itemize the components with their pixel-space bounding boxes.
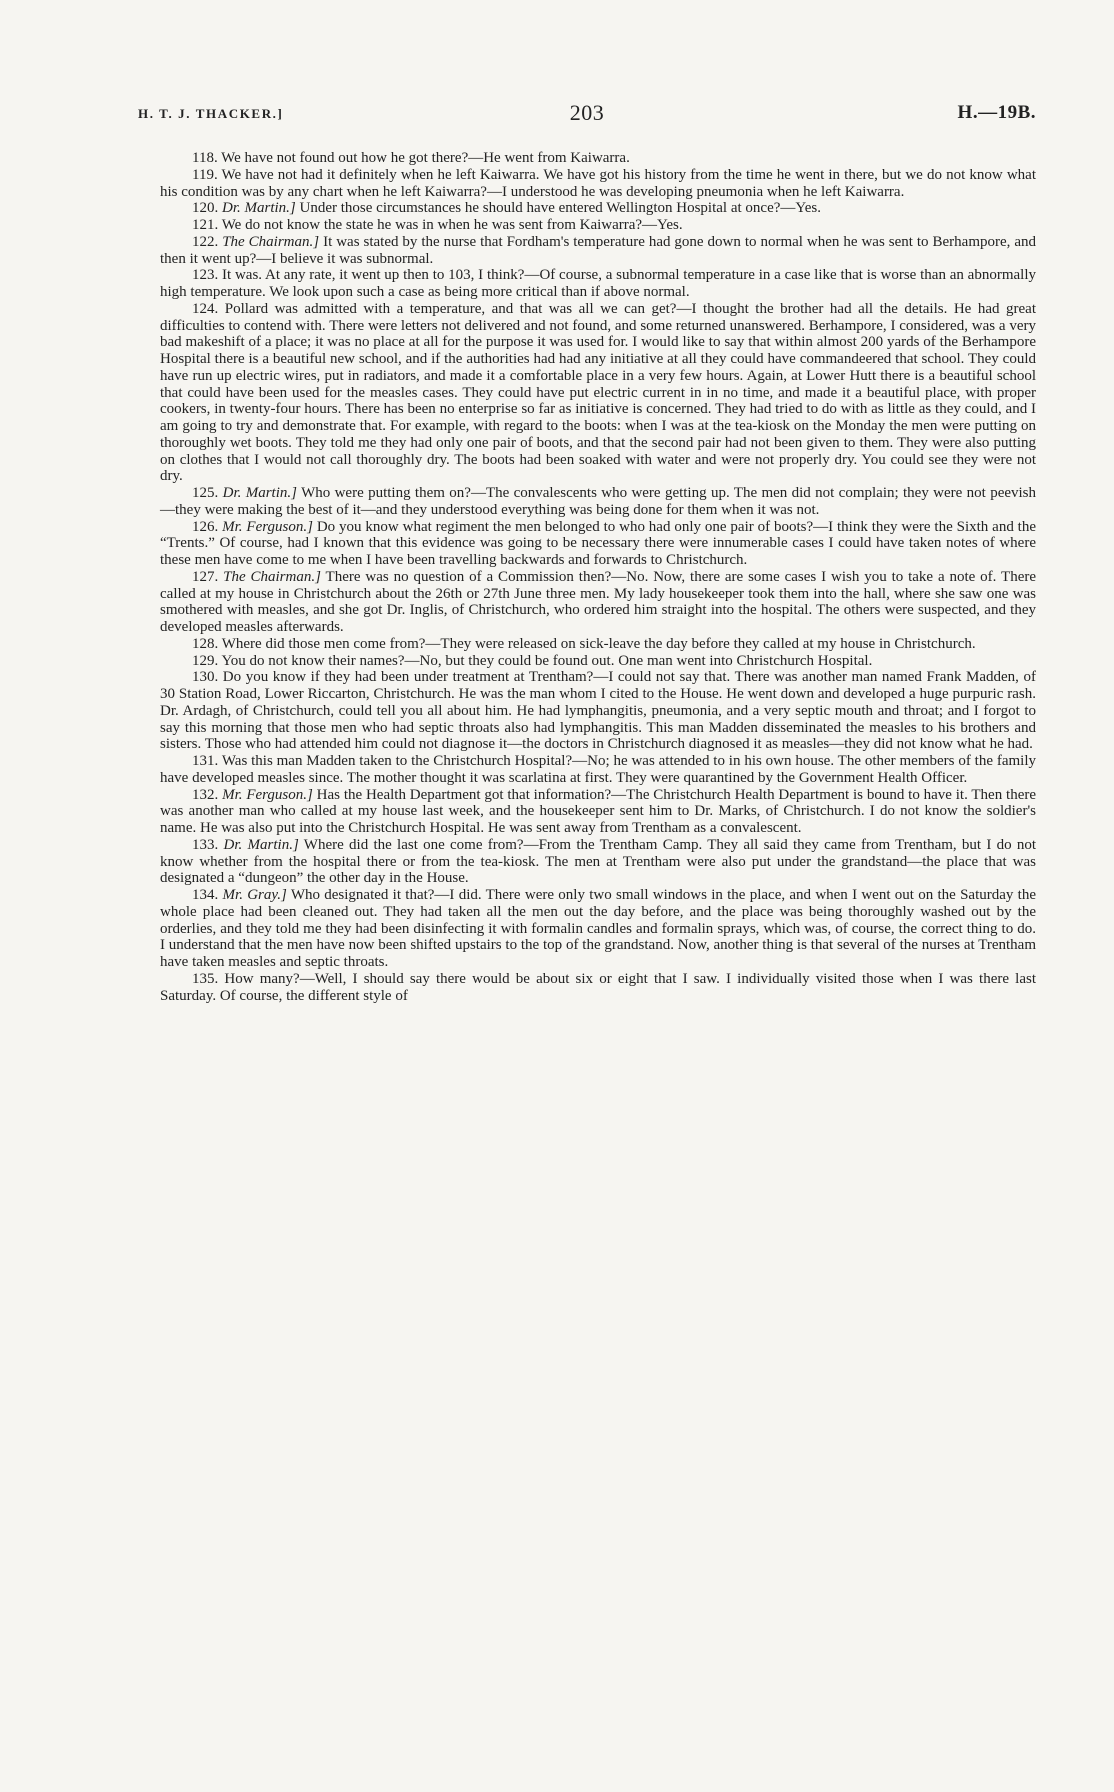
page-header xyxy=(138,100,1036,130)
question-number: 134. xyxy=(192,887,219,903)
transcript-paragraph xyxy=(160,200,1036,217)
paragraph-text: Under those circumstances he should have entered Wellington Hospital at once?—Yes. xyxy=(299,200,821,217)
paragraph-text: 130. Do you know if they had been under treatment at Trentham?—I could not say that. There was another man named Frank Madden, of 30 Station Road, Lower Riccarton, Christchurch. He was the man whom I cited to the House. He went down and developed a huge purpuric rash. Dr. Ardagh, of Christchurch, could tell you all about him. He had lymphangitis, pneumonia, and a very septic mouth and throat; and I forgot to say this morning that those men who had septic throats also had lymphangitis. This man Madden disseminated the measles to his brothers and sisters. Those who had attended him could not diagnose it—the doctors in Christchurch diagnosed it as measles—they did not know what he had. xyxy=(160,669,1036,753)
question-number: 120. xyxy=(192,200,219,217)
page-number: 203 xyxy=(569,100,605,125)
transcript-paragraph xyxy=(160,150,1036,167)
transcript-paragraph xyxy=(160,569,1036,636)
transcript-paragraph xyxy=(160,753,1036,787)
transcript-paragraph xyxy=(160,669,1036,753)
question-number: 133. xyxy=(192,836,219,853)
paragraph-text: Has the Health Department got that information?—The Christchurch Health Department is bound to have it. Then there was another man who called at my house last week, and the housekeeper sent him to Dr. Marks, of Christchurch. I do not know the soldier's name. He was also put into the Christchurch Hospital. He was sent away from Trentham as a convalescent. xyxy=(160,786,1037,836)
witness-name: H. T. J. THACKER.] xyxy=(138,106,284,121)
question-number: 126. xyxy=(192,518,219,535)
transcript-paragraph xyxy=(160,519,1036,569)
transcript-paragraph xyxy=(160,636,1036,653)
question-number: 125. xyxy=(192,485,219,501)
speaker-name: Dr. Martin.] xyxy=(222,485,297,501)
transcript-paragraph xyxy=(160,485,1036,519)
transcript-paragraph xyxy=(160,167,1036,201)
transcript-paragraph xyxy=(160,653,1036,670)
speaker-name: Mr. Gray.] xyxy=(222,887,287,903)
question-number: 122. xyxy=(192,233,219,250)
paragraph-text: 131. Was this man Madden taken to the Christchurch Hospital?—No; he was attended to in his own house. The other members of the family have developed measles since. The mother thought it was scarlatina at first. They were quarantined by the Government Health Officer. xyxy=(160,753,1036,786)
paragraph-text: Do you know what regiment the men belonged to who had only one pair of boots?—I think they were the Sixth and the “Trents.” Of course, had I known that this evidence was going to be necessary there were innumerable cases I could have taken notes of where these men have come to me when I have been travelling backwards and forwards to Christchurch. xyxy=(160,518,1037,568)
transcript-paragraph xyxy=(160,887,1036,971)
paragraph-text: 123. It was. At any rate, it went up then to 103, I think?—Of course, a subnormal temperature in a case like that is worse than an abnormally high temperature. We look upon such a case as being more critical than if above normal. xyxy=(160,267,1036,300)
speaker-name: Dr. Martin.] xyxy=(222,200,296,217)
transcript-paragraph xyxy=(160,234,1036,268)
paragraph-text: 129. You do not know their names?—No, but they could be found out. One man went into Christchurch Hospital. xyxy=(192,652,873,669)
paragraph-text: Where did the last one come from?—From the Trentham Camp. They all said they came from Trentham, but I do not know whether from the hospital there or from the tea-kiosk. The men at Trentham were also put under the grandstand—the place that was designated a “dungeon” the other day in the House. xyxy=(160,836,1037,887)
transcript-paragraph xyxy=(160,787,1036,837)
transcript-body xyxy=(160,150,1036,1004)
paragraph-text: 121. We do not know the state he was in when he was sent from Kaiwarra?—Yes. xyxy=(192,217,683,233)
transcript-paragraph xyxy=(160,267,1036,301)
transcript-paragraph xyxy=(160,837,1036,887)
paragraph-text: 118. We have not found out how he got there?—He went from Kaiwarra. xyxy=(192,150,630,166)
paragraph-text: It was stated by the nurse that Fordham's temperature had gone down to normal when he was sent to Berhampore, and then it went up?—I believe it was subnormal. xyxy=(160,233,1037,267)
paragraph-text: Who were putting them on?—The convalescents who were getting up. The men did not complain; they were not peevish—they were making the best of it—and they understood everything was being done for them when it was not. xyxy=(160,485,1037,518)
paragraph-text: There was no question of a Commission then?—No. Now, there are some cases I wish you to take a note of. There called at my house in Christchurch about the 26th or 27th June three men. My lady housekeeper took them into the hall, where she saw one was smothered with measles, and she got Dr. Inglis, of Christchurch, who ordered him straight into the hospital. The others were suspected, and they developed measles afterwards. xyxy=(160,568,1037,635)
question-number: 132. xyxy=(192,786,219,803)
paragraph-text: Who designated it that?—I did. There were only two small windows in the place, and when I went out on the Saturday the whole place had been cleaned out. They had taken all the men out the day before, and the place was being thoroughly washed out by the orderlies, and they told me they had been disinfecting it with formalin candles and formalin sprays, which was, of course, the correct thing to do. I understand that the men have now been shifted upstairs to the top of the grandstand. Now, another thing is that several of the nurses at Trentham have taken measles and septic throats. xyxy=(160,887,1036,970)
speaker-name: Dr. Martin.] xyxy=(223,836,299,853)
question-number: 127. xyxy=(192,568,219,585)
speaker-name: Mr. Ferguson.] xyxy=(222,786,313,803)
document-reference: H.—19B. xyxy=(957,102,1036,123)
transcript-paragraph xyxy=(160,971,1036,1005)
speaker-name: Mr. Ferguson.] xyxy=(222,518,313,535)
speaker-name: The Chairman.] xyxy=(223,568,321,585)
transcript-paragraph xyxy=(160,217,1036,234)
paragraph-text: 124. Pollard was admitted with a temperature, and that was all we can get?—I thought the brother had all the details. He had great difficulties to contend with. There were letters not delivered and not found, and some returned unanswered. Berhampore, I considered, was a very bad makeshift of a place; it was no place at all for the purpose it was used for. I would like to say that within almost 200 yards of the Berhampore Hospital there is a beautiful new school, and if the authorities had had any initiative at all they could have commandeered that school. They could have run up electric wires, put in radiators, and made it a comfortable place in a very few hours. Again, at Lower Hutt there is a beautiful school that could have been used for the measles cases. They could have put electric current in in no time, and made it a beautiful place, with proper cookers, in twenty-four hours. There has been no enterprise so far as initiative is concerned. They had tried to do with as little as they could, and I am going to try and demonstrate that. For example, with regard to the boots: when I was at the tea-kiosk on the Monday the men were putting on thoroughly wet boots. They told me they had only one pair of boots, and that the second pair had not been given to them. They were also putting on clothes that I would not call thoroughly dry. The boots had been soaked with water and were not properly dry. You could see they were not dry. xyxy=(160,300,1036,485)
paragraph-text: 128. Where did those men come from?—They were released on sick-leave the day before they called at my house in Christchurch. xyxy=(192,635,976,652)
paragraph-text: 119. We have not had it definitely when he left Kaiwarra. We have got his history from the time he went in there, but we do not know what his condition was by any chart when he left Kaiwarra?—I understood he was developing pneumonia when he left Kaiwarra. xyxy=(160,166,1036,200)
speaker-name: The Chairman.] xyxy=(222,233,320,250)
paragraph-text: 135. How many?—Well, I should say there would be about six or eight that I saw. I individually visited those when I was there last Saturday. Of course, the different style of xyxy=(160,970,1036,1004)
transcript-paragraph xyxy=(160,301,1036,485)
